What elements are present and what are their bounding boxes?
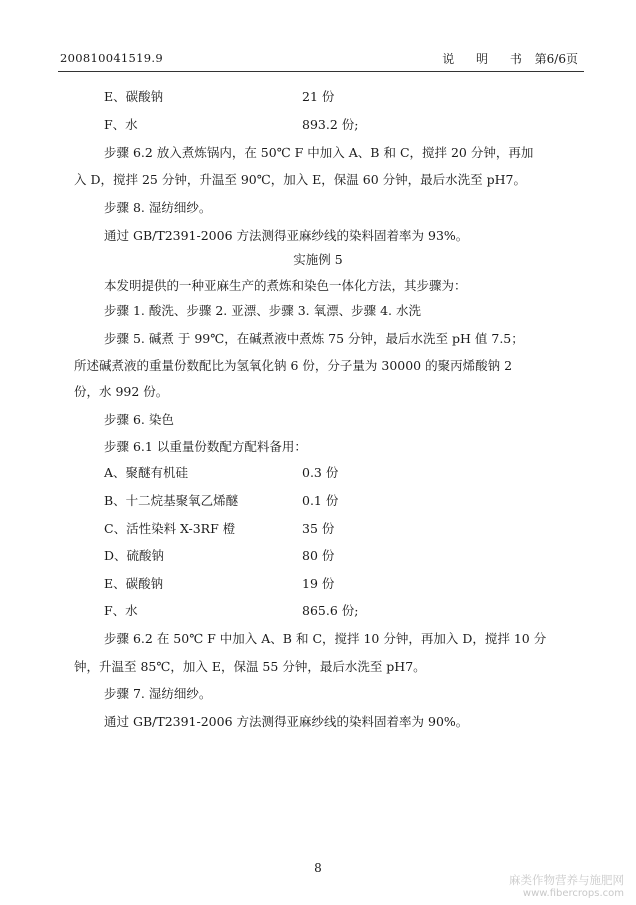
document-number: 200810041519.9	[60, 51, 163, 65]
page-number: 8	[314, 861, 322, 875]
recipe-item-label: D、硫酸钠	[104, 548, 165, 563]
recipe-item-value: 35 份	[302, 521, 335, 536]
page-header-right	[442, 50, 578, 67]
watermark-url: www.fibercrops.com	[522, 888, 624, 899]
paragraph-line: 本发明提供的一种亚麻生产的煮炼和染色一体化方法，其步骤为：	[104, 278, 467, 293]
recipe-item-value: 19 份	[302, 576, 335, 591]
page-info: 第6/6页	[534, 52, 578, 66]
recipe-item-label: B、十二烷基聚氧乙烯醚	[104, 493, 239, 508]
paragraph-line: 步骤 5. 碱煮 于 99℃，在碱煮液中煮炼 75 分钟，最后水洗至 pH 值 7.5；	[104, 331, 524, 346]
recipe-item-label: C、活性染料 X-3RF 橙	[104, 521, 236, 536]
paragraph-line: 入 D，搅拌 25 分钟，升温至 90℃，加入 E，保温 60 分钟，最后水洗至 pH7。	[74, 172, 526, 187]
recipe-item-label: F、水	[104, 603, 138, 618]
paragraph-line: 步骤 6. 染色	[104, 412, 174, 427]
paragraph-line: 通过 GB/T2391-2006 方法测得亚麻纱线的染料固着率为 90%。	[104, 714, 469, 729]
recipe-item-value: 893.2 份;	[302, 117, 359, 132]
recipe-item-value: 80 份	[302, 548, 335, 563]
paragraph-line: 份，水 992 份。	[74, 384, 169, 399]
recipe-item-label: A、聚醚有机硅	[104, 465, 189, 480]
paragraph-line: 步骤 6.2 放入煮炼锅内，在 50℃ F 中加入 A、B 和 C，搅拌 20 分钟，再加	[104, 145, 534, 160]
section-title: 实施例 5	[293, 252, 343, 267]
recipe-item-value: 865.6 份;	[302, 603, 359, 618]
recipe-item-value: 21 份	[302, 89, 335, 104]
document-type: 说 明 书	[442, 52, 531, 66]
paragraph-line: 步骤 6.2 在 50℃ F 中加入 A、B 和 C，搅拌 10 分钟，再加入 D，搅拌 10 分	[104, 631, 547, 646]
paragraph-line: 步骤 6.1 以重量份数配方配料备用：	[104, 439, 307, 454]
recipe-item-value: 0.1 份	[302, 493, 339, 508]
paragraph-line: 所述碱煮液的重量份数配比为氢氧化钠 6 份，分子量为 30000 的聚丙烯酸钠 2	[74, 358, 513, 373]
paragraph-line: 步骤 1. 酸洗、步骤 2. 亚漂、步骤 3. 氧漂、步骤 4. 水洗	[104, 303, 421, 318]
watermark-text: 麻类作物营养与施肥网	[509, 873, 624, 887]
recipe-item-label: E、碳酸钠	[104, 89, 164, 104]
paragraph-line: 步骤 7. 湿纺细纱。	[104, 686, 212, 701]
paragraph-line: 钟，升温至 85℃，加入 E，保温 55 分钟，最后水洗至 pH7。	[74, 659, 426, 674]
header-rule	[58, 71, 584, 72]
recipe-item-label: F、水	[104, 117, 138, 132]
paragraph-line: 步骤 8. 湿纺细纱。	[104, 200, 212, 215]
recipe-item-value: 0.3 份	[302, 465, 339, 480]
recipe-item-label: E、碳酸钠	[104, 576, 164, 591]
paragraph-line: 通过 GB/T2391-2006 方法测得亚麻纱线的染料固着率为 93%。	[104, 228, 469, 243]
